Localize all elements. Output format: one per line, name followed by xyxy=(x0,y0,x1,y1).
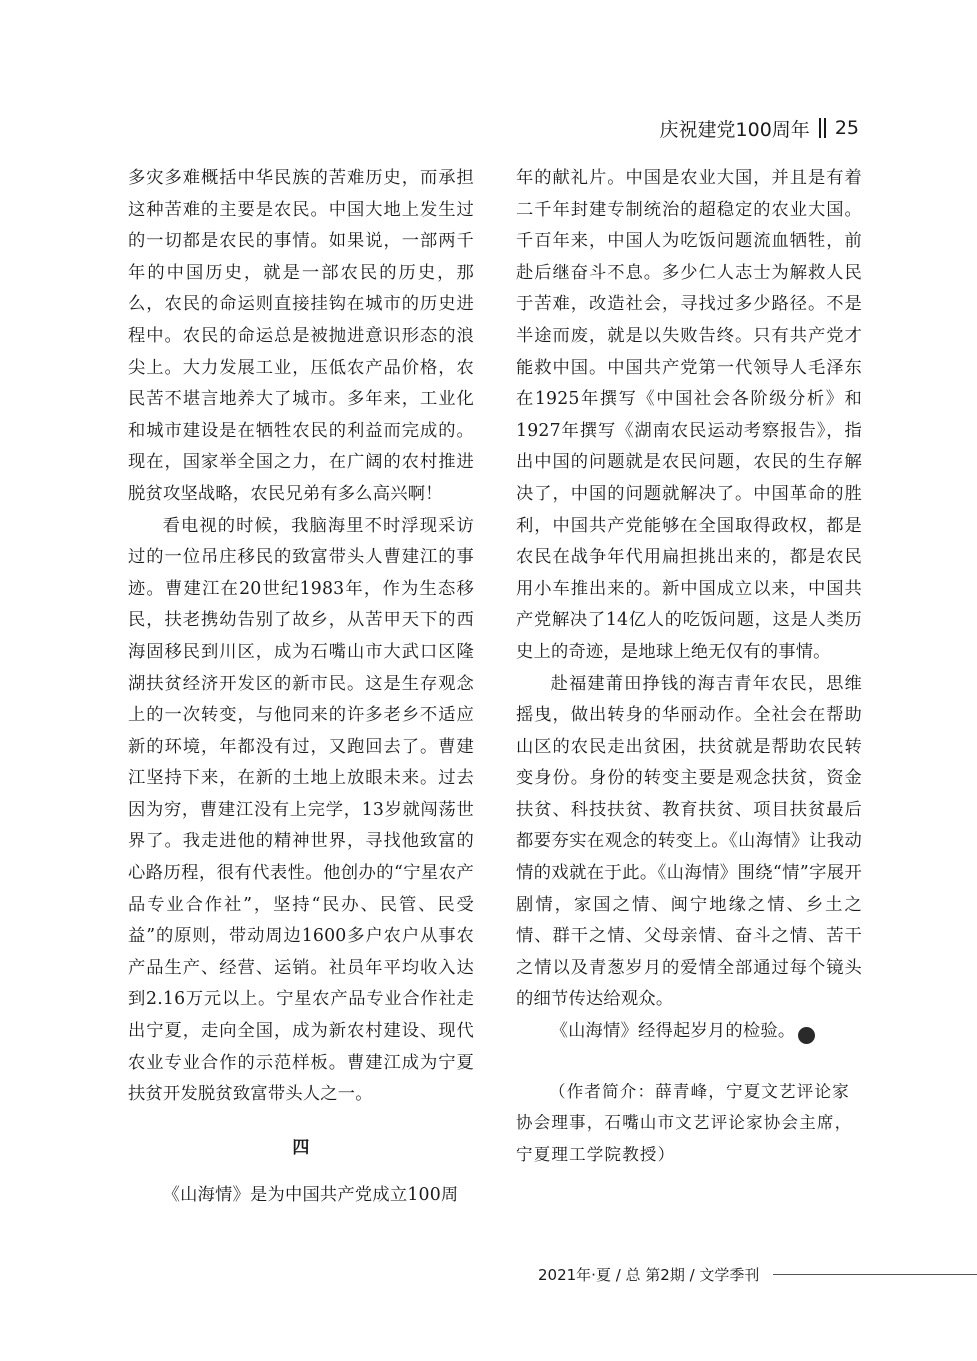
paragraph: 多灾多难概括中华民族的苦难历史，而承担这种苦难的主要是农民。中国大地上发生过的一切都是农民的事情。如果说，一部两千年的中国历史，就是一部农民的历史，那么，农民的命运则直接挂钩在城市的历史进程中。农民的命运总是被抛进意识形态的浪尖上。大力发展工业，压低农产品价格，农民苦不堪言地养大了城市。多年来，工业化和城市建设是在牺牲农民的利益而完成的。现在，国家举全国之力，在广阔的农村推进脱贫攻坚战略，农民兄弟有多么高兴啊！ xyxy=(128,168,474,504)
issue-info: 2021年·夏 / 总 第2期 / 文学季刊 xyxy=(538,1265,760,1284)
paragraph: 《山海情》是为中国共产党成立100周 xyxy=(162,1185,459,1206)
paragraph: 看电视的时候，我脑海里不时浮现采访过的一位吊庄移民的致富带头人曹建江的事迹。曹建江在20世纪1983年，作为生态移民，扶老携幼告别了故乡，从苦甲天下的西海固移民到川区，成为石嘴山市大武口区隆湖扶贫经济开发区的新市民。这是生存观念上的一次转变，与他同来的许多老乡不适应新的环境，年都没有过，又跑回去了。曹建江坚持下来，在新的土地上放眼未来。过去因为穷，曹建江没有上完学，13岁就闯荡世界了。我走进他的精神世界，寻找他致富的心路历程，很有代表性。他创办的“宁星农产品专业合作社”，坚持“民办、民管、民受益”的原则，带动周边1600多户农户从事农产品生产、经营、运销。社员年平均收入达到2.16万元以上。宁星农产品专业合作社走出宁夏，走向全国，成为新农村建设、现代农业专业合作的示范样板。曹建江成为宁夏扶贫开发脱贫致富带头人之一。 xyxy=(128,515,474,1105)
closing-text: 《山海情》经得起岁月的检验。 xyxy=(550,1021,796,1042)
author-bio: （作者简介：薛青峰，宁夏文艺评论家协会理事，石嘴山市文艺评论家协会主席，宁夏理工学院教授） xyxy=(516,1081,853,1164)
page-number: 25 xyxy=(834,117,859,139)
paragraph: 赴福建莆田挣钱的海吉青年农民，思维摇曳，做出转身的华丽动作。全社会在帮助山区的农民走出贫困，扶贫就是帮助农民转变身份。身份的转变主要是观念扶贫，资金扶贫、科技扶贫、教育扶贫、项目扶贫最后都要夯实在观念的转变上。《山海情》让我动情的戏就在于此。《山海情》围绕“情”字展开剧情，家国之情、闽宁地缘之情、乡土之情、群干之情、父母亲情、奋斗之情、苦干之情以及青葱岁月的爱情全部通过每个镜头的细节传达给观众。 xyxy=(516,673,862,1010)
section-heading: 四 xyxy=(292,1137,310,1158)
section-title: 庆祝建党100周年 xyxy=(659,118,810,141)
left-column xyxy=(128,163,474,1212)
running-footer xyxy=(538,1262,977,1286)
header-divider xyxy=(819,118,826,138)
right-column xyxy=(516,163,862,1170)
footer-rule xyxy=(773,1274,977,1275)
paragraph: 年的献礼片。中国是农业大国，并且是有着二千年封建专制统治的超稳定的农业大国。千百年来，中国人为吃饭问题流血牺牲，前赴后继奋斗不息。多少仁人志士为解救人民于苦难，改造社会，寻找过多少路径。不是半途而废，就是以失败告终。只有共产党才能救中国。中国共产党第一代领导人毛泽东在1925年撰写《中国社会各阶级分析》和1927年撰写《湖南农民运动考察报告》，指出中国的问题就是农民问题，农民的生存解决了，中国的问题就解决了。中国革命的胜利，中国共产党能够在全国取得政权，都是农民在战争年代用扁担挑出来的，都是农民用小车推出来的。新中国成立以来，中国共产党解决了14亿人的吃饭问题，这是人类历史上的奇迹，是地球上绝无仅有的事情。 xyxy=(516,168,862,662)
closing-paragraph xyxy=(516,1016,862,1048)
end-mark-icon: 川 xyxy=(798,1027,815,1044)
running-header xyxy=(660,114,859,142)
